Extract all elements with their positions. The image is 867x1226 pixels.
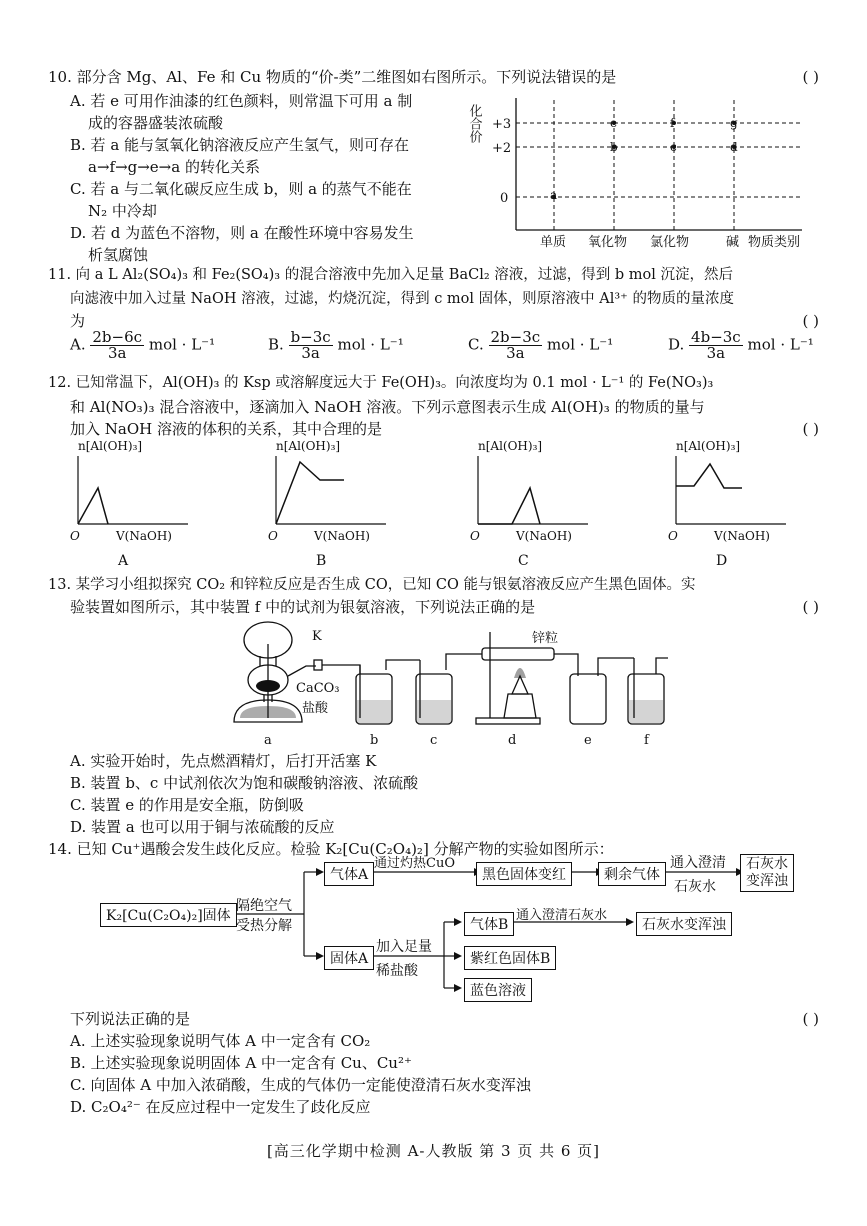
flow-decomp-label-2: 受热分解 <box>236 918 292 934</box>
valence-axis-label: 化合价 <box>466 104 482 143</box>
q11-answer-paren: ( ) <box>802 312 819 330</box>
caco3-label: CaCO₃ <box>296 681 340 696</box>
flow-hcl-label-1: 加入足量 <box>376 939 432 955</box>
valence-points <box>552 121 736 199</box>
flow-solid-a-box: 固体A <box>324 946 374 970</box>
q13-stem-line1: 13. 某学习小组拟探究 CO₂ 和锌粒反应是否生成 CO，已知 CO 能与银氨溶液反应产生黑色固体。实 <box>48 577 696 593</box>
q13-answer-paren: ( ) <box>802 598 819 616</box>
ytick-zero: 0 <box>500 191 509 206</box>
graph-a-xlabel: V(NaOH) <box>116 529 172 543</box>
q14-answer-paren: ( ) <box>802 1010 819 1028</box>
xcat-oxide: 氧化物 <box>588 235 628 250</box>
q11-stem-line3: 为 <box>70 312 86 330</box>
q13-stem-line2: 验装置如图所示，其中装置 f 中的试剂为银氨溶液，下列说法正确的是 <box>70 598 536 616</box>
q10-answer-paren: ( ) <box>802 68 819 86</box>
point-label-d: d <box>730 140 738 154</box>
flow-rest-gas-box: 剩余气体 <box>598 862 666 886</box>
q14-option-d: D. C₂O₄²⁻ 在反应过程中一定发生了歧化反应 <box>70 1098 371 1116</box>
q11-option-d: D. $\frac{4b-3c}{3a}$ mol · L⁻¹ <box>668 328 814 362</box>
zinc-label: 锌粒 <box>532 631 559 646</box>
ytick-plus2: +2 <box>492 141 512 156</box>
flow-solid-b-box: 紫红色固体B <box>464 946 556 970</box>
xcat-chloride: 氯化物 <box>650 235 690 250</box>
q10-option-b: B. 若 a 能与氢氧化钠溶液反应产生氢气，则可存在 <box>70 136 410 154</box>
ytick-plus3: +3 <box>492 117 512 132</box>
q10-option-c-cont: N₂ 中冷却 <box>88 202 157 220</box>
flow-lime-label-2: 石灰水 <box>674 879 716 895</box>
valence-class-diagram <box>466 90 822 250</box>
flow-lime-label-1: 通入澄清 <box>670 855 726 871</box>
label-b: b <box>370 733 379 748</box>
xcat-base: 碱 <box>726 235 740 250</box>
point-label-f: f <box>670 116 675 130</box>
graph-a <box>66 436 196 568</box>
q13-option-a: A. 实验开始时，先点燃酒精灯，后打开活塞 K <box>70 752 377 770</box>
label-e: e <box>584 733 592 748</box>
flow-gas-a-box: 气体A <box>324 862 374 886</box>
point-label-e: e <box>610 116 618 130</box>
q14-stem: 14. 已知 Cu⁺遇酸会发生歧化反应。检验 K₂[Cu(C₂O₄)₂] 分解产物的实验如图所示： <box>48 840 614 858</box>
svg-text:O: O <box>70 529 80 543</box>
graph-a-label: A <box>118 553 129 569</box>
valve-k-label: K <box>312 629 322 644</box>
q13-option-c: C. 装置 e 的作用是安全瓶，防倒吸 <box>70 796 304 814</box>
label-a: a <box>264 733 272 748</box>
graph-a-curve <box>78 488 108 524</box>
svg-text:O: O <box>668 529 678 543</box>
graph-c-curve <box>478 488 540 524</box>
q12-stem-line1: 12. 已知常温下，Al(OH)₃ 的 Ksp 或溶解度远大于 Fe(OH)₃。向浓度均为 0.1 mol · L⁻¹ 的 Fe(NO₃)₃ <box>48 375 714 391</box>
point-label-c: c <box>670 140 677 154</box>
label-c: c <box>430 733 438 748</box>
graph-b <box>264 436 394 568</box>
svg-text:O: O <box>470 529 480 543</box>
graph-d-xlabel: V(NaOH) <box>714 529 770 543</box>
q13-option-b: B. 装置 b、c 中试剂依次为饱和碳酸钠溶液、浓硫酸 <box>70 774 419 792</box>
page-footer: [高三化学期中检测 A-人教版 第 3 页 共 6 页] <box>266 1142 601 1160</box>
graph-c-xlabel: V(NaOH) <box>516 529 572 543</box>
xcat-element: 单质 <box>540 235 567 250</box>
graph-d-curve <box>676 464 742 488</box>
q10-option-d: D. 若 d 为蓝色不溶物，则 a 在酸性环境中容易发生 <box>70 224 414 242</box>
flow-turbid-b-box: 石灰水变浑浊 <box>636 912 732 936</box>
q10-option-a-cont: 成的容器盛装浓硫酸 <box>88 114 224 132</box>
flow-blue-solution-box: 蓝色溶液 <box>464 978 532 1002</box>
graph-b-ylabel: n[Al(OH)₃] <box>276 439 341 453</box>
graph-d-label: D <box>716 553 728 569</box>
flow-cuo-label: 通过灼热CuO <box>374 856 455 871</box>
bottle-e <box>554 654 634 724</box>
graph-b-curve <box>276 462 344 524</box>
acid-label: 盐酸 <box>302 701 329 716</box>
kipp-generator <box>234 622 360 722</box>
xcat-class: 物质类别 <box>748 235 801 250</box>
q12-stem-line3: 加入 NaOH 溶液的体积的关系，其中合理的是 <box>70 420 382 438</box>
q14-option-b: B. 上述实验现象说明固体 A 中一定含有 Cu、Cu²⁺ <box>70 1054 412 1072</box>
graph-d <box>664 436 794 568</box>
flow-start-box: K₂[Cu(C₂O₄)₂]固体 <box>100 903 237 927</box>
q11-option-b: B. $\frac{b-3c}{3a}$ mol · L⁻¹ <box>268 328 404 362</box>
q11-stem-line2: 向滤液中加入过量 NaOH 溶液，过滤，灼烧沉淀，得到 c mol 固体，则原溶液中 Al³⁺ 的物质的量浓度 <box>70 291 734 307</box>
q14-question: 下列说法正确的是 <box>70 1010 191 1028</box>
valence-gridlines <box>516 100 802 230</box>
point-label-a: a <box>550 188 558 202</box>
graph-c <box>466 436 596 568</box>
q10-option-b-cont: a→f→g→e→a 的转化关系 <box>88 158 260 176</box>
q10-option-c: C. 若 a 与二氧化碳反应生成 b，则 a 的蒸气不能在 <box>70 180 412 198</box>
label-d: d <box>508 733 517 748</box>
point-label-b: b <box>610 140 618 154</box>
q12-stem-line2: 和 Al(NO₃)₃ 混合溶液中，逐滴加入 NaOH 溶液。下列示意图表示生成 Al(OH)₃ 的物质的量与 <box>70 398 705 416</box>
graph-c-ylabel: n[Al(OH)₃] <box>478 439 543 453</box>
graph-b-xlabel: V(NaOH) <box>314 529 370 543</box>
q13-option-d: D. 装置 a 也可以用于铜与浓硫酸的反应 <box>70 818 335 836</box>
q11-stem-line1: 11. 向 a L Al₂(SO₄)₃ 和 Fe₂(SO₄)₃ 的混合溶液中先加入足量 BaCl₂ 溶液，过滤，得到 b mol 沉淀，然后 <box>48 267 733 283</box>
q12-answer-paren: ( ) <box>802 420 819 438</box>
q13-apparatus <box>220 614 690 750</box>
flow-gas-b-box: 气体B <box>464 912 514 936</box>
graph-c-label: C <box>518 553 529 569</box>
q11-option-a: A. $\frac{2b-6c}{3a}$ mol · L⁻¹ <box>70 328 216 362</box>
flow-turbid-box: 石灰水 变浑浊 <box>740 854 794 892</box>
label-f: f <box>644 733 649 748</box>
flow-hcl-label-2: 稀盐酸 <box>376 963 418 979</box>
graph-b-label: B <box>316 553 327 569</box>
q11-option-c: C. $\frac{2b-3c}{3a}$ mol · L⁻¹ <box>468 328 614 362</box>
q10-option-a: A. 若 e 可用作油漆的红色颜料，则常温下可用 a 制 <box>70 92 413 110</box>
q10-option-d-cont: 析氢腐蚀 <box>88 246 149 264</box>
svg-text:O: O <box>268 529 278 543</box>
flow-decomp-label-1: 隔绝空气 <box>236 898 292 914</box>
point-label-g: g <box>730 116 738 130</box>
flow-black-solid-box: 黑色固体变红 <box>476 862 572 886</box>
q14-option-c: C. 向固体 A 中加入浓硝酸，生成的气体仍一定能使澄清石灰水变浑浊 <box>70 1076 531 1094</box>
graph-a-ylabel: n[Al(OH)₃] <box>78 439 143 453</box>
flow-lime-b-label: 通入澄清石灰水 <box>516 908 608 923</box>
q14-option-a: A. 上述实验现象说明气体 A 中一定含有 CO₂ <box>70 1032 371 1050</box>
graph-d-ylabel: n[Al(OH)₃] <box>676 439 741 453</box>
q10-stem: 10. 部分含 Mg、Al、Fe 和 Cu 物质的“价-类”二维图如右图所示。下列说法错误的是 <box>48 68 617 86</box>
